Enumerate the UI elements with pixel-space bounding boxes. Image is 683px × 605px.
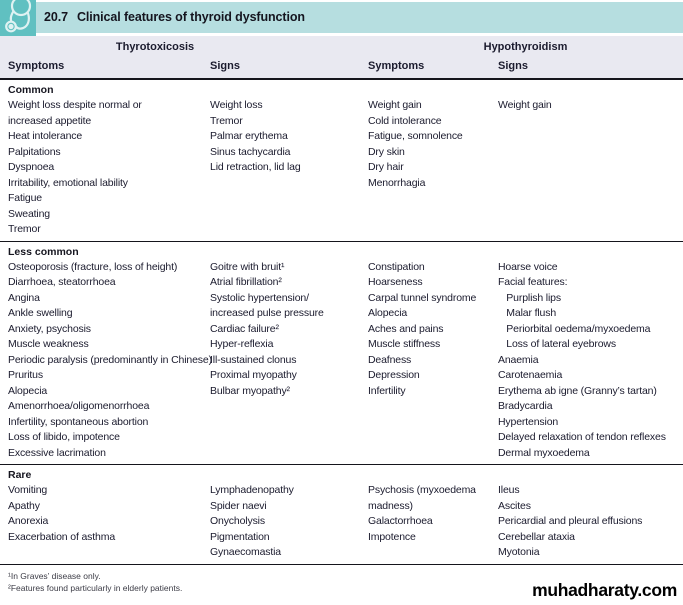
table-cell-line: Tremor (210, 114, 243, 127)
table-cell-line: Weight gain (498, 99, 552, 111)
table-cell-line: Lymphadenopathy (210, 484, 294, 496)
table-cell-line: Proximal myopathy (210, 369, 297, 381)
table-cell-line: Irritability, emotional lability (8, 176, 128, 189)
column-header-symptoms-2: Symptoms (368, 60, 425, 72)
table-cell-line: increased appetite (8, 114, 92, 127)
table-cell-line: Anaemia (498, 353, 539, 366)
table-cell-line: Osteoporosis (fracture, loss of height) (8, 260, 178, 273)
table-cell-line: Loss of lateral eyebrows (498, 338, 616, 350)
table-cell-line: Anorexia (8, 515, 49, 527)
table-cell-line: Apathy (8, 499, 40, 512)
table-cell-line: madness) (368, 499, 413, 512)
table-cell-line: Bradycardia (498, 400, 553, 412)
table-cell-line: Fatigue, somnolence (368, 130, 463, 142)
table-cell-line: Ascites (498, 499, 531, 512)
table-cell-line: Tremor (8, 223, 41, 235)
column-header-signs-1: Signs (210, 60, 240, 72)
table-cell-line: Delayed relaxation of tendon reflexes (498, 431, 666, 443)
table-cell-line: Palpitations (8, 145, 61, 158)
section-label: Less common (8, 245, 79, 258)
table-cell-line: Fatigue (8, 192, 42, 204)
table-cell-line: Carpal tunnel syndrome (368, 291, 477, 304)
section-column-2 (368, 483, 498, 545)
table-section-0 (0, 80, 683, 242)
table-cell-line: increased pulse pressure (210, 307, 324, 319)
table-cell-line: Aches and pains (368, 322, 444, 335)
table-cell-line: Loss of libido, impotence (8, 431, 120, 443)
table-cell-line: Carotenaemia (498, 369, 563, 381)
table-cell-line: Ankle swelling (8, 307, 73, 319)
table-cell-line: Pigmentation (210, 530, 270, 543)
table-body (0, 80, 683, 565)
stethoscope-icon (0, 0, 36, 36)
table-cell-line: Alopecia (368, 307, 408, 319)
table-cell-line: Ileus (498, 484, 520, 496)
table-cell-line: Amenorrhoea/oligomenorrhoea (8, 400, 150, 412)
table-cell-line: Vomiting (8, 484, 48, 496)
table-cell-line: Cerebellar ataxia (498, 530, 575, 543)
table-cell-line: Atrial fibrillation² (210, 276, 282, 288)
section-column-1 (210, 98, 368, 176)
table-cell-line: Angina (8, 291, 40, 304)
section-grid (0, 483, 683, 561)
table-header (0, 36, 683, 80)
section-column-2 (368, 98, 498, 191)
table-cell-line: Systolic hypertension/ (210, 291, 309, 304)
column-header-row (0, 59, 683, 74)
section-column-3 (498, 483, 683, 561)
table-cell-line: Sweating (8, 207, 50, 220)
table-cell-line: Muscle stiffness (368, 338, 441, 350)
table-cell-line: Deafness (368, 353, 412, 366)
table-cell-line: Cold intolerance (368, 114, 442, 127)
section-grid (0, 260, 683, 462)
table-cell-line: Muscle weakness (8, 338, 89, 350)
table-cell-line: Galactorrhoea (368, 515, 433, 527)
section-grid (0, 98, 683, 238)
table-cell-line: Excessive lacrimation (8, 446, 106, 459)
table-cell-line: Pruritus (8, 369, 43, 381)
table-cell-line: Dry skin (368, 145, 405, 158)
table-cell-line: Menorrhagia (368, 176, 426, 189)
table-cell-line: Facial features: (498, 276, 568, 288)
table-cell-line: Periodic paralysis (predominantly in Chinese) (8, 353, 212, 366)
panel-title (44, 10, 305, 24)
group-header-hypothyroidism: Hypothyroidism (483, 41, 568, 53)
table-cell-line: Impotence (368, 530, 416, 543)
table-cell-line: Hoarseness (368, 276, 423, 288)
table-cell-line: Lid retraction, lid lag (210, 161, 301, 173)
table-cell-line: Dermal myxoedema (498, 446, 590, 459)
table-cell-line: Alopecia (8, 384, 48, 397)
table-cell-line: Periorbital oedema/myxoedema (498, 322, 651, 335)
table-cell-line: Spider naevi (210, 499, 267, 512)
table-cell-line: Diarrhoea, steatorrhoea (8, 276, 116, 288)
table-cell-line: Anxiety, psychosis (8, 322, 91, 335)
panel-number: 20.7 (44, 10, 68, 24)
table-cell-line: Constipation (368, 260, 425, 273)
table-cell-line: Cardiac failure² (210, 322, 279, 335)
table-cell-line: Infertility, spontaneous abortion (8, 415, 149, 428)
section-column-0 (8, 98, 210, 238)
panel-title-text: Clinical features of thyroid dysfunction (76, 10, 305, 24)
section-column-3 (498, 260, 683, 462)
table-cell-line: Depression (368, 369, 420, 381)
table-cell-line: Hypertension (498, 415, 559, 428)
table-section-2 (0, 465, 683, 565)
table-cell-line: Sinus tachycardia (210, 145, 291, 158)
table-cell-line: Pericardial and pleural effusions (498, 515, 643, 527)
table-cell-line: Hoarse voice (498, 260, 558, 273)
table-cell-line: Hyper-reflexia (210, 338, 274, 350)
watermark: muhadharaty.com (532, 580, 677, 600)
table-cell-line: Ill-sustained clonus (210, 353, 297, 366)
section-column-3 (498, 98, 683, 114)
table-cell-line: Purplish lips (498, 291, 561, 304)
group-header-thyrotoxicosis: Thyrotoxicosis (115, 41, 195, 53)
section-column-0 (8, 260, 210, 462)
group-header-spacer (310, 40, 368, 55)
section-label: Rare (8, 469, 32, 481)
table-cell-line: Weight gain (368, 99, 422, 111)
table-cell-line: Dyspnoea (8, 161, 55, 173)
column-header-signs-2: Signs (498, 60, 528, 72)
column-header-symptoms-1: Symptoms (8, 60, 65, 72)
table-cell-line: Goitre with bruit¹ (210, 260, 285, 273)
table-cell-line: Heat intolerance (8, 130, 83, 142)
table-cell-line: Myotonia (498, 546, 540, 558)
section-label: Common (8, 84, 54, 96)
section-column-1 (210, 483, 368, 561)
table-cell-line: Bulbar myopathy² (210, 384, 290, 397)
table-cell-line: Weight loss (210, 99, 263, 111)
table-cell-line: Exacerbation of asthma (8, 530, 116, 543)
table-section-1 (0, 242, 683, 466)
table-cell-line: Dry hair (368, 161, 404, 173)
table-cell-line: Infertility (368, 384, 406, 397)
footnote: ²Features found particularly in elderly patients. (8, 582, 183, 593)
table-cell-line: Onycholysis (210, 515, 265, 527)
table-cell-line: Erythema ab igne (Granny’s tartan) (498, 384, 657, 397)
table-cell-line: Malar flush (498, 307, 557, 319)
table-cell-line: Psychosis (myxoedema (368, 484, 476, 496)
footnote: ¹In Graves’ disease only. (8, 570, 101, 581)
section-column-1 (210, 260, 368, 400)
table-cell-line: Weight loss despite normal or (8, 99, 142, 111)
table-cell-line: Palmar erythema (210, 130, 288, 142)
panel-header (0, 0, 683, 36)
section-column-0 (8, 483, 210, 545)
table-cell-line: Gynaecomastia (210, 546, 282, 558)
group-header-row (0, 40, 683, 55)
section-column-2 (368, 260, 498, 400)
